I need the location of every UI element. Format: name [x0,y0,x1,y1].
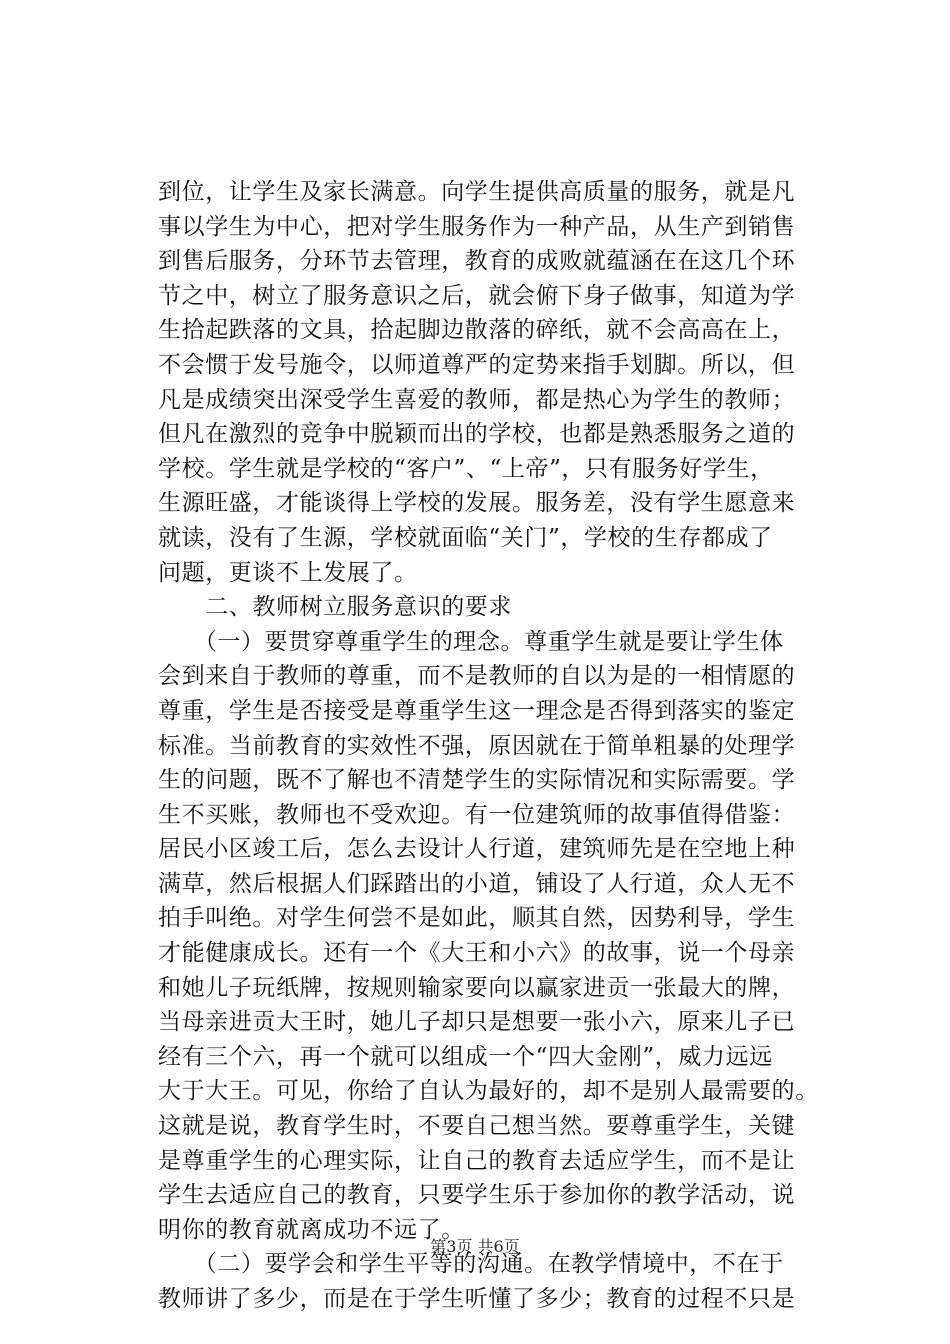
text-line: 学生去适应自己的教育，只要学生乐于参加你的教学活动，说 [158,1182,796,1209]
text-line: 就读，没有了生源，学校就面临“关门”，学校的生存都成了 [158,524,773,551]
text-line: 生不买账，教师也不受欢迎。有一位建筑师的故事值得借鉴： [158,801,796,828]
text-line: 才能健康成长。还有一个《大王和小六》的故事，说一个母亲 [158,940,796,967]
text-line: （一）要贯穿尊重学生的理念。尊重学生就是要让学生体 [158,628,784,655]
text-line: 不会惯于发号施令，以师道尊严的定势来指手划脚。所以，但 [158,351,796,378]
page-number-footer: 第3页 共6页 [430,1237,520,1256]
text-line: 到售后服务，分环节去管理，教育的成败就蕴涵在在这几个环 [158,248,796,275]
text-line: 这就是说，教育学生时，不要自己想当然。要尊重学生，关键 [158,1113,796,1140]
text-line: 学校。学生就是学校的“客户”、“上帝”，只有服务好学生， [158,455,774,482]
text-line: 满草，然后根据人们踩踏出的小道，铺设了人行道，众人无不 [158,870,796,897]
text-line: 标准。当前教育的实效性不强，原因就在于简单粗暴的处理学 [158,732,796,759]
text-line: 到位，让学生及家长满意。向学生提供高质量的服务，就是凡 [158,179,796,205]
text-line: 会到来自于教师的尊重，而不是教师的自以为是的一相情愿的 [158,663,796,690]
text-line: 凡是成绩突出深受学生喜爱的教师，都是热心为学生的教师； [158,386,796,413]
text-line: 但凡在激烈的竞争中脱颖而出的学校，也都是熟悉服务之道的 [158,421,796,448]
text-line: 经有三个六，再一个就可以组成一个“四大金刚”，威力远远 [158,1043,773,1070]
text-line: 当母亲进贡大王时，她儿子却只是想要一张小六，原来儿子已 [158,1009,796,1036]
text-line: 尊重，学生是否接受是尊重学生这一理念是否得到落实的鉴定 [158,697,796,724]
text-line: （二）要学会和学生平等的沟通。在教学情境中，不在于 [158,1251,784,1278]
text-line: 节之中，树立了服务意识之后，就会俯下身子做事，知道为学 [158,282,796,309]
text-line: 生拾起跌落的文具，拾起脚边散落的碎纸，就不会高高在上， [158,317,796,344]
text-line: 和她儿子玩纸牌，按规则输家要向以赢家进贡一张最大的牌， [158,974,796,1001]
text-line: 生的问题，既不了解也不清楚学生的实际情况和实际需要。学 [158,767,796,794]
text-line: 事以学生为中心，把对学生服务作为一种产品，从生产到销售 [158,213,796,240]
text-line: 居民小区竣工后，怎么去设计人行道，建筑师先是在空地上种 [158,836,796,863]
document-body [158,175,838,1317]
text-line: 明你的教育就离成功不远了。 [158,1216,465,1243]
text-line: 生源旺盛，才能谈得上学校的发展。服务差，没有学生愿意来 [158,490,796,517]
text-line: 大于大王。可见，你给了自认为最好的，却不是别人最需要的。 [158,1078,819,1105]
text-line: 是尊重学生的心理实际，让自己的教育去适应学生，而不是让 [158,1147,796,1174]
text-line: 拍手叫绝。对学生何尝不是如此，顺其自然，因势利导，学生 [158,905,796,932]
text-line: 教师讲了多少，而是在于学生听懂了多少；教育的过程不只是 [158,1286,796,1312]
text-line: 问题，更谈不上发展了。 [158,559,418,586]
section-heading: 二、教师树立服务意识的要求 [158,594,512,621]
